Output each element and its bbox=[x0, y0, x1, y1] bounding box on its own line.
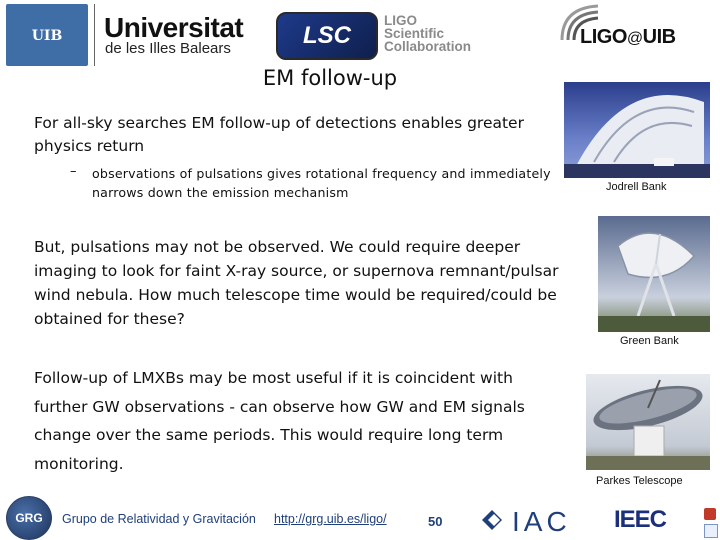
lsc-word-1: LIGO bbox=[384, 13, 417, 28]
at-icon: @ bbox=[626, 30, 643, 47]
lsc-word-2: Scientific bbox=[384, 26, 445, 41]
lsc-wordmark bbox=[384, 14, 471, 53]
ieec-badge-icon bbox=[704, 508, 716, 520]
sub-bullet-pulsations: observations of pulsations gives rotational frequency and immediately narrows down the emission mechanism bbox=[92, 166, 551, 200]
ligo-logo-text: LIGO bbox=[580, 26, 627, 48]
caption-green-bank: Green Bank bbox=[620, 335, 679, 347]
page-number: 50 bbox=[428, 514, 443, 529]
university-subtitle: de les Illes Balears bbox=[105, 40, 231, 57]
grg-logo-text: GRG bbox=[15, 511, 43, 525]
footer-website-link[interactable]: http://grg.uib.es/ligo/ bbox=[274, 512, 387, 526]
iac-logo-text: IAC bbox=[512, 506, 571, 536]
uib-logo bbox=[6, 4, 88, 66]
slide-nav-icon[interactable] bbox=[704, 524, 718, 538]
uib-logo-text: UIB bbox=[31, 28, 63, 44]
radio-telescope-icon bbox=[598, 216, 710, 332]
radio-telescope-icon bbox=[586, 374, 710, 470]
lsc-word-3: Collaboration bbox=[384, 39, 471, 54]
paragraph-pulsations: But, pulsations may not be observed. We could require deeper imaging to look for faint X-ray source, or supernova remnant/pulsar wind nebula. How much telescope time would be required/could be obtained for these? bbox=[34, 238, 559, 328]
green-bank-photo bbox=[598, 216, 710, 332]
bullet-dash: – bbox=[70, 164, 77, 179]
lsc-logo-text: LSC bbox=[303, 22, 351, 49]
iac-logo-icon bbox=[480, 504, 590, 536]
university-name: Universitat bbox=[104, 12, 244, 43]
caption-parkes-telescope: Parkes Telescope bbox=[596, 475, 683, 487]
slide-title: EM follow-up bbox=[262, 66, 398, 90]
footer-group-name: Grupo de Relatividad y Gravitación bbox=[62, 512, 256, 526]
caption-jodrell-bank: Jodrell Bank bbox=[606, 181, 667, 193]
header-divider bbox=[94, 4, 95, 66]
ligo-uib-logo bbox=[580, 26, 676, 49]
grg-logo bbox=[6, 496, 52, 540]
paragraph-all-sky: For all-sky searches EM follow-up of detections enables greater physics return bbox=[34, 114, 524, 155]
radio-telescope-icon bbox=[564, 82, 710, 178]
jodrell-bank-photo bbox=[564, 82, 710, 178]
paragraph-lmxb: Follow-up of LMXBs may be most useful if it is coincident with further GW observations - can observe how GW and EM signals change over the same periods. This would require long term monitoring. bbox=[34, 369, 525, 473]
ieec-logo: IEEC bbox=[614, 506, 667, 533]
lsc-logo bbox=[276, 12, 378, 60]
ligo-logo-uib: UIB bbox=[642, 26, 676, 48]
parkes-telescope-photo bbox=[586, 374, 710, 470]
